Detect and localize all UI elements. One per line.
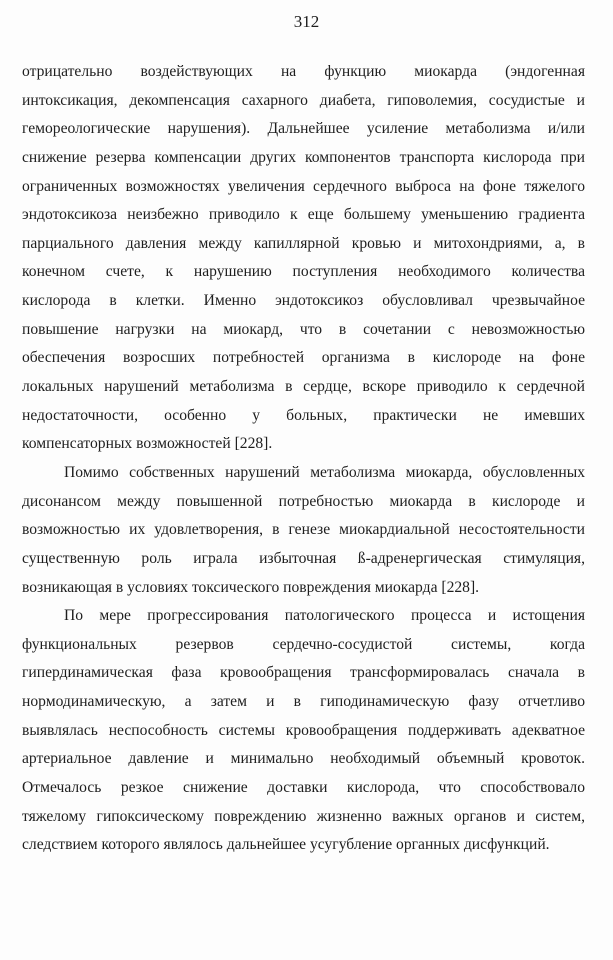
text-line: функциональных резервов сердечно-сосудистой системы, когда bbox=[22, 635, 585, 653]
text-line: Отмечалось резкое снижение доставки кислорода, что способствовало bbox=[22, 779, 585, 797]
text-line: кислорода в клетки. Именно эндотоксикоз обусловливал чрезвычайное bbox=[22, 292, 585, 310]
text-line: недостаточности, особенно у больных, практически не имевших bbox=[22, 406, 585, 424]
text-line: По мере прогрессирования патологического процесса и истощения bbox=[64, 607, 585, 625]
text-line: гемореологические нарушения). Дальнейшее усиление метаболизма и/или bbox=[22, 120, 585, 138]
text-line: существенную роль играла избыточная ß-адренергическая стимуляция, bbox=[22, 549, 585, 567]
text-line: дисонансом между повышенной потребностью миокарда в кислороде и bbox=[22, 492, 585, 510]
text-line: тяжелому гипоксическому повреждению жизненно важных органов и систем, bbox=[22, 807, 585, 825]
text-line: следствием которого являлось дальнейшее усугубление органных дисфункций. bbox=[22, 836, 550, 854]
text-line: снижение резерва компенсации других компонентов транспорта кислорода при bbox=[22, 148, 585, 166]
text-line: возникающая в условиях токсического повреждения миокарда [228]. bbox=[22, 578, 480, 596]
text-line: артериальное давление и минимально необходимый объемный кровоток. bbox=[22, 750, 585, 768]
text-line: локальных нарушений метаболизма в сердце, вскоре приводило к сердечной bbox=[22, 378, 585, 396]
text-line: обеспечения возросших потребностей организма в кислороде на фоне bbox=[22, 349, 585, 367]
text-line: ограниченных возможностях увеличения сердечного выброса на фоне тяжелого bbox=[22, 177, 585, 195]
text-line: повышение нагрузки на миокард, что в сочетании с невозможностью bbox=[22, 320, 585, 338]
text-line: возможностью их удовлетворения, в генезе миокардиальной несостоятельности bbox=[22, 521, 585, 539]
text-line: гипердинамическая фаза кровообращения трансформировалась сначала в bbox=[22, 664, 585, 682]
body-text bbox=[22, 58, 585, 860]
text-line: нормодинамическую, а затем и в гиподинамическую фазу отчетливо bbox=[22, 693, 585, 711]
text-line: конечном счете, к нарушению поступления необходимого количества bbox=[22, 263, 585, 281]
page-number: 312 bbox=[293, 12, 320, 31]
text-line: выявлялась неспособность системы кровообращения поддерживать адекватное bbox=[22, 721, 585, 739]
text-line: отрицательно воздействующих на функцию миокарда (эндогенная bbox=[22, 63, 585, 80]
text-line: Помимо собственных нарушений метаболизма миокарда, обусловленных bbox=[64, 463, 585, 481]
text-line: эндотоксикоза неизбежно приводило к еще большему уменьшению градиента bbox=[22, 206, 585, 224]
text-line: компенсаторных возможностей [228]. bbox=[22, 435, 273, 453]
text-line: интоксикация, декомпенсация сахарного диабета, гиповолемия, сосудистые и bbox=[22, 91, 585, 109]
text-line: парциального давления между капиллярной кровью и митохондриями, а, в bbox=[22, 234, 585, 252]
